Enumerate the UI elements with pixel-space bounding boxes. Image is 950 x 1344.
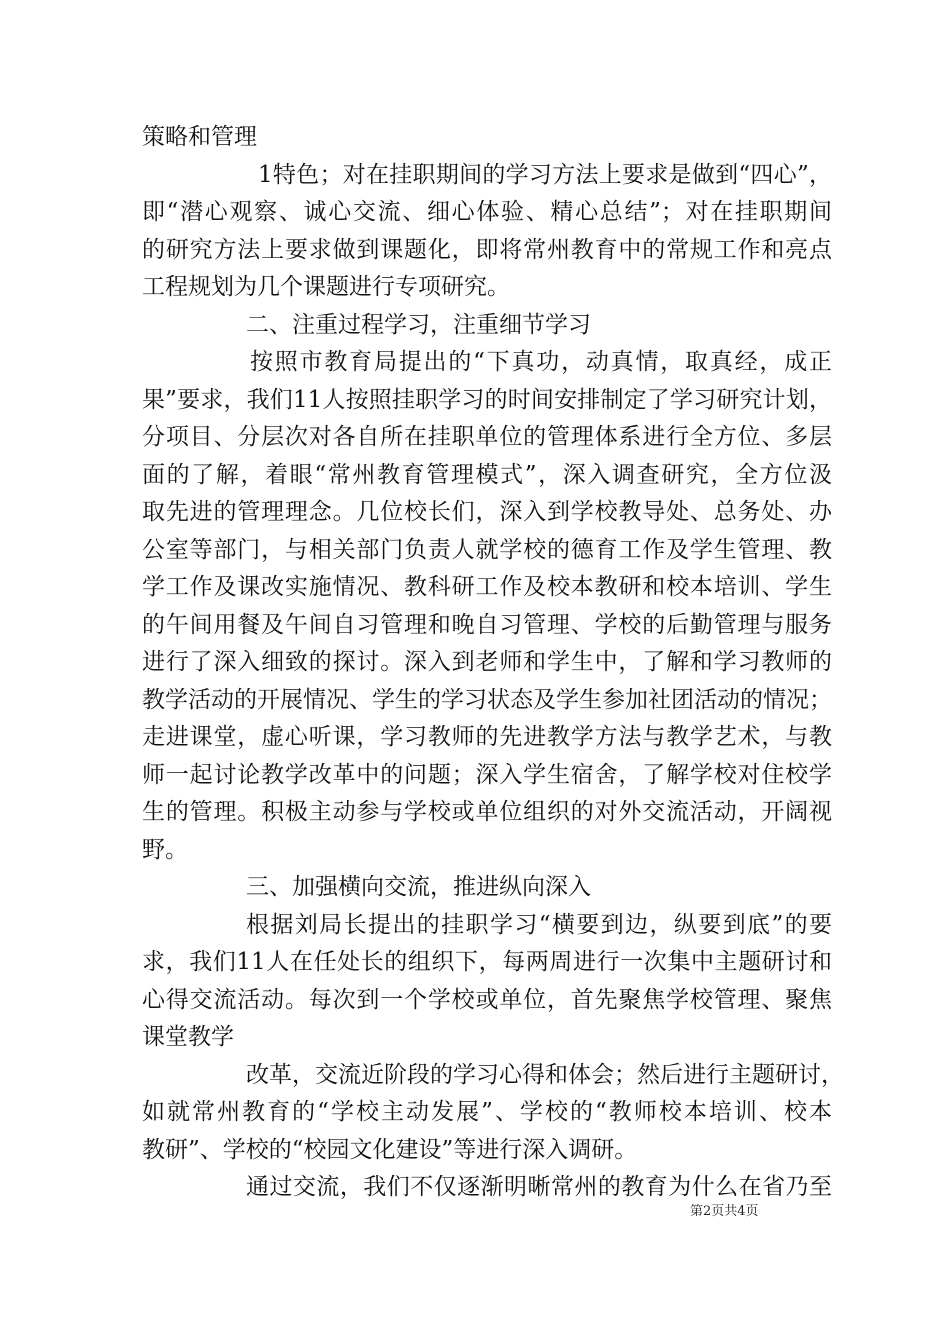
- section-heading: 三、加强横向交流，推进纵向深入: [246, 874, 591, 900]
- text-line: 工程规划为几个课题进行专项研究。: [142, 274, 510, 300]
- text-line: 课堂教学: [142, 1024, 234, 1050]
- text-line: 按照市教育局提出的“下真功，动真情，取真经，成正: [250, 349, 832, 375]
- text-line: 通过交流，我们不仅逐渐明晰常州的教育为什么在省乃至: [246, 1174, 832, 1200]
- text-line: 根据刘局长提出的挂职学习“横要到边，纵要到底”的要: [246, 912, 832, 938]
- text-line: 师一起讨论教学改革中的问题；深入学生宿舍，了解学校对住校学: [142, 762, 832, 788]
- text-line: 教学活动的开展情况、学生的学习状态及学生参加社团活动的情况；: [142, 687, 832, 713]
- page-number: 第2页共4页: [690, 1204, 759, 1219]
- text-line: 即“潜心观察、诚心交流、细心体验、精心总结”；对在挂职期间: [142, 199, 832, 225]
- text-line: 生的管理。积极主动参与学校或单位组织的对外交流活动，开阔视: [142, 799, 832, 825]
- text-line: 野。: [142, 837, 188, 863]
- text-line: 的研究方法上要求做到课题化，即将常州教育中的常规工作和亮点: [142, 237, 832, 263]
- text-line: 改革，交流近阶段的学习心得和体会；然后进行主题研讨，: [246, 1062, 844, 1088]
- text-line: 取先进的管理理念。几位校长们，深入到学校教导处、总务处、办: [142, 499, 832, 525]
- text-line: 面的了解，着眼“常州教育管理模式”，深入调查研究，全方位汲: [142, 462, 832, 488]
- text-line: 如就常州教育的“学校主动发展”、学校的“教师校本培训、校本: [142, 1099, 832, 1125]
- text-line: 果”要求，我们11人按照挂职学习的时间安排制定了学习研究计划，: [142, 387, 832, 413]
- text-line: 策略和管理: [142, 124, 257, 150]
- text-line: 分项目、分层次对各自所在挂职单位的管理体系进行全方位、多层: [142, 424, 832, 450]
- text-line: 进行了深入细致的探讨。深入到老师和学生中，了解和学习教师的: [142, 649, 832, 675]
- text-line: 公室等部门，与相关部门负责人就学校的德育工作及学生管理、教: [142, 537, 832, 563]
- text-line: 1特色；对在挂职期间的学习方法上要求是做到“四心”，: [258, 162, 832, 188]
- text-line: 学工作及课改实施情况、教科研工作及校本教研和校本培训、学生: [142, 574, 832, 600]
- text-line: 的午间用餐及午间自习管理和晚自习管理、学校的后勤管理与服务: [142, 612, 832, 638]
- text-line: 心得交流活动。每次到一个学校或单位，首先聚焦学校管理、聚焦: [142, 987, 832, 1013]
- text-line: 教研”、学校的“校园文化建设”等进行深入调研。: [142, 1137, 638, 1163]
- section-heading: 二、注重过程学习，注重细节学习: [246, 312, 591, 338]
- text-line: 走进课堂，虚心听课，学习教师的先进教学方法与教学艺术，与教: [142, 724, 832, 750]
- text-line: 求，我们11人在任处长的组织下，每两周进行一次集中主题研讨和: [142, 949, 832, 975]
